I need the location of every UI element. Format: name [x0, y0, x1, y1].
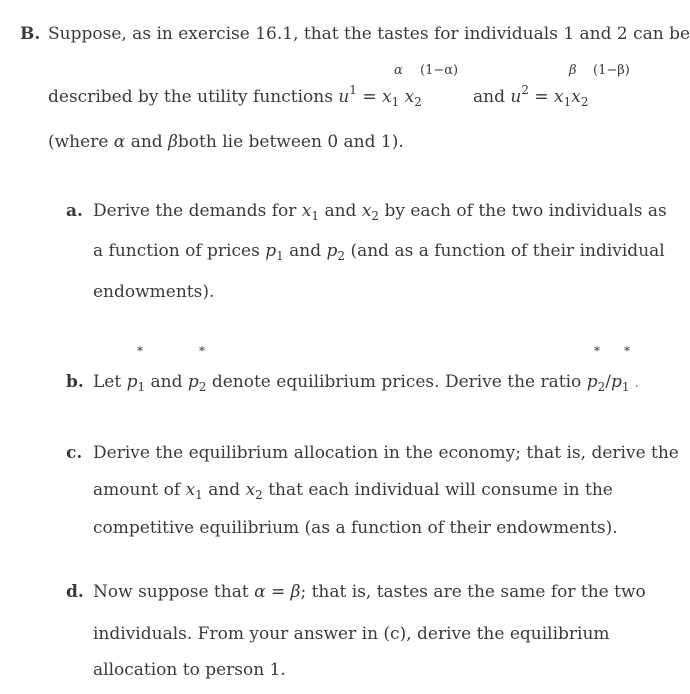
- part-c-line2: [93, 480, 613, 502]
- u1-exponent-alpha: α: [394, 63, 403, 78]
- x1-symbol: x: [301, 201, 312, 221]
- part-d-line3: allocation to person 1.: [93, 660, 286, 680]
- ratio-p2-star: *: [594, 344, 600, 358]
- part-b-label: b.: [66, 372, 84, 392]
- x2-subscript: 2: [371, 209, 380, 223]
- u1-equals-x: = x: [362, 87, 392, 107]
- section-b-u2: [473, 83, 589, 109]
- u1-x2: x: [404, 87, 415, 107]
- eq-p2-subscript: 2: [198, 380, 207, 394]
- part-c-label: c.: [66, 443, 83, 463]
- part-a-and: and: [324, 201, 357, 221]
- part-a-line2: [93, 241, 665, 263]
- part-a-text-4: (and as a function of their individual: [350, 241, 665, 261]
- part-d-text-1: Now suppose that: [93, 582, 249, 602]
- part-a-text-2: by each of the two individuals as: [384, 201, 667, 221]
- part-d-line2: individuals. From your answer in (c), derive the equilibrium: [93, 624, 610, 644]
- part-a-line3: endowments).: [93, 282, 215, 302]
- ratio-p1-subscript: 1: [621, 380, 630, 394]
- beta-symbol: β: [168, 132, 178, 152]
- range-text: both lie between 0 and 1).: [177, 132, 404, 152]
- u1-exponent-one-minus-alpha: (1−α): [420, 63, 459, 78]
- ratio-slash: /: [605, 372, 611, 392]
- u1-symbol: u: [338, 87, 350, 107]
- and-text-2: and: [130, 132, 163, 152]
- part-b-text: denote equilibrium prices. Derive the ratio: [211, 372, 582, 392]
- part-c-line3: competitive equilibrium (as a function of their endowments).: [93, 518, 618, 538]
- section-b-label: B.: [20, 24, 41, 44]
- p2-symbol: p: [326, 241, 338, 261]
- part-b-line: [93, 372, 639, 394]
- and-text: and: [473, 87, 505, 107]
- p1-star: *: [137, 344, 143, 358]
- p2-subscript: 2: [337, 249, 346, 263]
- ratio-p2-subscript: 2: [597, 380, 606, 394]
- part-a-text-3: a function of prices: [93, 241, 260, 261]
- alpha-equals-beta: α = β: [254, 582, 301, 602]
- part-a-and-2: and: [289, 241, 322, 261]
- x2-symbol: x: [361, 201, 372, 221]
- part-a-text-1: Derive the demands for: [93, 201, 297, 221]
- part-d-text-2: ; that is, tastes are the same for the two: [300, 582, 646, 602]
- u2-x2: x: [571, 87, 581, 107]
- u1-x1-subscript: 1: [391, 95, 400, 109]
- part-c-text-1: amount of: [93, 480, 181, 500]
- let-text: Let: [93, 372, 122, 392]
- utility-intro-text: described by the utility functions: [48, 87, 333, 107]
- part-b-and: and: [150, 372, 183, 392]
- x1-subscript: 1: [311, 209, 320, 223]
- section-b-line2: [48, 83, 422, 109]
- c-x1-subscript: 1: [195, 488, 203, 502]
- part-d-label: d.: [66, 582, 84, 602]
- c-x2-subscript: 2: [255, 488, 263, 502]
- u2-exponent-one-minus-beta: (1−β): [593, 63, 630, 78]
- part-c-text-2: that each individual will consume in the: [268, 480, 613, 500]
- u2-equals-x: = x: [534, 87, 564, 107]
- u2-x2-subscript: 2: [580, 95, 589, 109]
- eq-p2-symbol: p: [187, 372, 199, 392]
- p1-symbol: p: [265, 241, 277, 261]
- p1-subscript: 1: [276, 249, 284, 263]
- u2-exponent-beta: β: [569, 63, 577, 78]
- u1-superscript: 1: [349, 83, 357, 97]
- c-x2-symbol: x: [245, 480, 256, 500]
- section-b-line1: Suppose, as in exercise 16.1, that the tastes for individuals 1 and 2 can be: [48, 24, 690, 44]
- c-x1-symbol: x: [185, 480, 196, 500]
- where-text: (where: [48, 132, 109, 152]
- u2-superscript: 2: [521, 83, 529, 97]
- part-c-and: and: [208, 480, 241, 500]
- part-a-label: a.: [66, 201, 83, 221]
- ratio-p1-star: *: [624, 344, 630, 358]
- alpha-symbol: α: [113, 132, 126, 152]
- ratio-p2-symbol: p: [586, 372, 598, 392]
- section-b-line3: [48, 134, 404, 151]
- part-a-line1: [93, 201, 667, 223]
- p2-star: *: [199, 344, 205, 358]
- u2-symbol: u: [510, 87, 522, 107]
- part-c-line1: Derive the equilibrium allocation in the economy; that is, derive the: [93, 443, 679, 463]
- part-d-line1: [93, 584, 646, 601]
- eq-p1-symbol: p: [126, 372, 138, 392]
- ratio-period: .: [634, 376, 639, 390]
- u1-x2-subscript: 2: [414, 95, 422, 109]
- u2-x1-subscript: 1: [563, 95, 572, 109]
- eq-p1-subscript: 1: [137, 380, 146, 394]
- ratio-p1-symbol: p: [610, 372, 622, 392]
